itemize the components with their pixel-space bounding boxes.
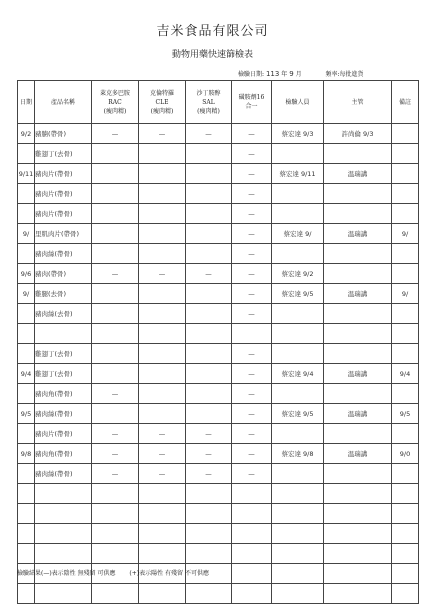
cell-cle: — bbox=[139, 464, 186, 484]
cell-rac bbox=[92, 164, 139, 184]
cell-date: 9/4 bbox=[18, 364, 35, 384]
cell-supervisor bbox=[324, 484, 392, 504]
cell-product: 豬肉絲(帶骨) bbox=[35, 244, 92, 264]
col-date: 日期 bbox=[18, 81, 35, 124]
cell-inspector: 蔡宏達 9/2 bbox=[272, 264, 324, 284]
cell-product bbox=[35, 584, 92, 604]
cell-date: 9/8 bbox=[18, 444, 35, 464]
cell-rac: — bbox=[92, 384, 139, 404]
cell-rac bbox=[92, 584, 139, 604]
company-name: 吉米食品有限公司 bbox=[156, 24, 269, 39]
cell-sal bbox=[186, 184, 232, 204]
cell-sal bbox=[186, 224, 232, 244]
cell-date: 9/5 bbox=[18, 404, 35, 424]
cell-date bbox=[18, 324, 35, 344]
year-unit: 年 bbox=[281, 71, 288, 78]
year-value: 113 bbox=[265, 70, 280, 78]
cell-product: 豬腩(帶骨) bbox=[35, 124, 92, 144]
cell-inspector bbox=[272, 344, 324, 364]
cell-inspector bbox=[272, 484, 324, 504]
cell-sal bbox=[186, 244, 232, 264]
cell-date: 9/11 bbox=[18, 164, 35, 184]
table-row bbox=[18, 304, 419, 324]
cell-remark: 9/4 bbox=[392, 364, 419, 384]
cell-inspector bbox=[272, 324, 324, 344]
cell-inspector bbox=[272, 464, 324, 484]
cell-cle bbox=[139, 544, 186, 564]
cell-sulfa: — bbox=[232, 164, 272, 184]
cell-inspector bbox=[272, 564, 324, 584]
cell-cle: — bbox=[139, 124, 186, 144]
cell-cle bbox=[139, 504, 186, 524]
cell-sulfa: — bbox=[232, 364, 272, 384]
table-row bbox=[18, 184, 419, 204]
cell-sulfa: — bbox=[232, 344, 272, 364]
table-row bbox=[18, 264, 419, 284]
cell-sal bbox=[186, 484, 232, 504]
cell-date bbox=[18, 144, 35, 164]
table-row bbox=[18, 144, 419, 164]
cell-sal: — bbox=[186, 464, 232, 484]
cell-date bbox=[18, 504, 35, 524]
cell-supervisor bbox=[324, 204, 392, 224]
cell-cle bbox=[139, 204, 186, 224]
cell-cle bbox=[139, 164, 186, 184]
cell-sal: — bbox=[186, 444, 232, 464]
cell-supervisor bbox=[324, 264, 392, 284]
cell-product bbox=[35, 504, 92, 524]
col-supervisor: 主管 bbox=[324, 81, 392, 124]
cell-rac bbox=[92, 544, 139, 564]
cell-cle bbox=[139, 144, 186, 164]
cell-cle bbox=[139, 364, 186, 384]
cell-inspector bbox=[272, 584, 324, 604]
cell-inspector: 蔡宏達 9/4 bbox=[272, 364, 324, 384]
cell-product: 豬肉絲(去骨) bbox=[35, 304, 92, 324]
cell-date bbox=[18, 484, 35, 504]
cell-remark bbox=[392, 144, 419, 164]
table-row bbox=[18, 584, 419, 604]
cell-sal bbox=[186, 164, 232, 184]
cell-rac: — bbox=[92, 264, 139, 284]
date-label: 檢驗日期: bbox=[238, 71, 265, 78]
cell-supervisor bbox=[324, 504, 392, 524]
legend-negative: 檢驗結果(—)表示陰性 無殘留 可供應 bbox=[17, 570, 116, 577]
cell-sulfa bbox=[232, 504, 272, 524]
cell-product: 豬肉角(帶骨) bbox=[35, 384, 92, 404]
cell-date bbox=[18, 204, 35, 224]
cell-supervisor bbox=[324, 344, 392, 364]
cell-cle: — bbox=[139, 264, 186, 284]
table-row bbox=[18, 224, 419, 244]
cell-sulfa: — bbox=[232, 444, 272, 464]
cell-rac: — bbox=[92, 424, 139, 444]
cell-rac bbox=[92, 364, 139, 384]
table-row bbox=[18, 324, 419, 344]
cell-cle bbox=[139, 524, 186, 544]
cell-inspector bbox=[272, 424, 324, 444]
cell-sulfa: — bbox=[232, 304, 272, 324]
cell-inspector: 蔡宏達 9/5 bbox=[272, 284, 324, 304]
cell-sal bbox=[186, 304, 232, 324]
cell-rac: — bbox=[92, 444, 139, 464]
cell-rac: — bbox=[92, 464, 139, 484]
cell-supervisor bbox=[324, 584, 392, 604]
cell-remark bbox=[392, 124, 419, 144]
cell-inspector: 蔡宏達 9/11 bbox=[272, 164, 324, 184]
cell-sulfa bbox=[232, 584, 272, 604]
cell-supervisor bbox=[324, 144, 392, 164]
legend-positive: (+)表示陽性 有殘留 不可供應 bbox=[129, 570, 209, 577]
cell-date bbox=[18, 584, 35, 604]
cell-supervisor: 温瑞講 bbox=[324, 164, 392, 184]
cell-sal bbox=[186, 364, 232, 384]
cell-supervisor bbox=[324, 184, 392, 204]
cell-inspector: 蔡宏達 9/3 bbox=[272, 124, 324, 144]
cell-product: 豬肉片(帶骨) bbox=[35, 164, 92, 184]
cell-cle bbox=[139, 284, 186, 304]
cell-date bbox=[18, 184, 35, 204]
cell-sulfa: — bbox=[232, 404, 272, 424]
cell-date bbox=[18, 464, 35, 484]
cell-cle bbox=[139, 184, 186, 204]
cell-sal: — bbox=[186, 264, 232, 284]
table-header-row bbox=[18, 81, 419, 124]
col-product: 產品名稱 bbox=[35, 81, 92, 124]
cell-sal bbox=[186, 504, 232, 524]
cell-rac bbox=[92, 404, 139, 424]
cell-inspector: 蔡宏達 9/5 bbox=[272, 404, 324, 424]
cell-product: 豬肉片(帶骨) bbox=[35, 424, 92, 444]
cell-sulfa: — bbox=[232, 424, 272, 444]
cell-date bbox=[18, 304, 35, 324]
cell-sal bbox=[186, 404, 232, 424]
cell-rac bbox=[92, 324, 139, 344]
cell-rac bbox=[92, 344, 139, 364]
cell-sulfa bbox=[232, 324, 272, 344]
cell-product: 里肌肉片(帶骨) bbox=[35, 224, 92, 244]
cell-product: 豬肉片(帶骨) bbox=[35, 184, 92, 204]
cell-sal: — bbox=[186, 124, 232, 144]
cell-inspector: 蔡宏達 9/ bbox=[272, 224, 324, 244]
table-row bbox=[18, 164, 419, 184]
cell-remark bbox=[392, 564, 419, 584]
cell-date bbox=[18, 384, 35, 404]
cell-rac bbox=[92, 504, 139, 524]
cell-sulfa: — bbox=[232, 144, 272, 164]
table-row bbox=[18, 484, 419, 504]
cell-sulfa: — bbox=[232, 184, 272, 204]
cell-product: 豬肉絲(帶骨) bbox=[35, 404, 92, 424]
cell-sulfa bbox=[232, 544, 272, 564]
table-row bbox=[18, 384, 419, 404]
cell-product bbox=[35, 524, 92, 544]
cell-inspector: 蔡宏達 9/8 bbox=[272, 444, 324, 464]
cell-sulfa bbox=[232, 484, 272, 504]
cell-cle: — bbox=[139, 424, 186, 444]
cell-sal bbox=[186, 544, 232, 564]
table-row bbox=[18, 244, 419, 264]
cell-product bbox=[35, 544, 92, 564]
col-sal: 沙丁胺醇 SAL (瘦肉精) bbox=[186, 81, 232, 124]
cell-sulfa: — bbox=[232, 264, 272, 284]
cell-cle bbox=[139, 304, 186, 324]
cell-inspector bbox=[272, 504, 324, 524]
cell-rac bbox=[92, 484, 139, 504]
cell-remark bbox=[392, 184, 419, 204]
cell-product: 雞翅丁(去骨) bbox=[35, 344, 92, 364]
cell-product: 豬肉(帶骨) bbox=[35, 264, 92, 284]
cell-sal: — bbox=[186, 424, 232, 444]
cell-sulfa: — bbox=[232, 224, 272, 244]
table-row bbox=[18, 364, 419, 384]
cell-remark bbox=[392, 244, 419, 264]
cell-inspector bbox=[272, 204, 324, 224]
cell-date bbox=[18, 544, 35, 564]
table-row bbox=[18, 544, 419, 564]
cell-cle bbox=[139, 384, 186, 404]
cell-inspector bbox=[272, 524, 324, 544]
legend-footer bbox=[17, 568, 209, 577]
cell-cle bbox=[139, 224, 186, 244]
screening-table bbox=[17, 80, 419, 604]
cell-supervisor bbox=[324, 524, 392, 544]
cell-inspector bbox=[272, 384, 324, 404]
cell-date: 9/ bbox=[18, 284, 35, 304]
cell-sal bbox=[186, 324, 232, 344]
cell-rac bbox=[92, 524, 139, 544]
cell-date: 9/ bbox=[18, 224, 35, 244]
cell-remark bbox=[392, 484, 419, 504]
cell-inspector bbox=[272, 544, 324, 564]
form-title: 動物用藥快速篩檢表 bbox=[171, 50, 253, 60]
table-row bbox=[18, 444, 419, 464]
cell-supervisor: 許尚倫 9/3 bbox=[324, 124, 392, 144]
cell-supervisor bbox=[324, 564, 392, 584]
cell-product bbox=[35, 484, 92, 504]
cell-remark: 9/5 bbox=[392, 404, 419, 424]
cell-sal bbox=[186, 584, 232, 604]
month-value: 9 bbox=[289, 70, 294, 78]
table-row bbox=[18, 404, 419, 424]
cell-sulfa: — bbox=[232, 284, 272, 304]
cell-supervisor: 温瑞講 bbox=[324, 224, 392, 244]
col-cle: 克倫特羅 CLE (瘦肉精) bbox=[139, 81, 186, 124]
table-row bbox=[18, 284, 419, 304]
cell-supervisor: 温瑞講 bbox=[324, 284, 392, 304]
cell-sulfa bbox=[232, 524, 272, 544]
col-sulfa: 磺胺劑16 合一 bbox=[232, 81, 272, 124]
cell-remark bbox=[392, 344, 419, 364]
cell-product: 豬肉片(帶骨) bbox=[35, 204, 92, 224]
table-row bbox=[18, 124, 419, 144]
cell-sulfa: — bbox=[232, 244, 272, 264]
cell-inspector bbox=[272, 144, 324, 164]
cell-supervisor: 温瑞講 bbox=[324, 404, 392, 424]
cell-product: 雞翅丁(去骨) bbox=[35, 364, 92, 384]
cell-supervisor bbox=[324, 384, 392, 404]
frequency-label: 頻率:每批進貨 bbox=[325, 71, 364, 78]
cell-remark bbox=[392, 204, 419, 224]
month-unit: 月 bbox=[295, 71, 302, 78]
cell-cle bbox=[139, 484, 186, 504]
cell-sulfa bbox=[232, 564, 272, 584]
cell-supervisor bbox=[324, 324, 392, 344]
cell-remark: 9/0 bbox=[392, 444, 419, 464]
cell-supervisor bbox=[324, 244, 392, 264]
cell-inspector bbox=[272, 244, 324, 264]
cell-remark bbox=[392, 424, 419, 444]
col-rac: 萊克多巴胺 RAC (瘦肉精) bbox=[92, 81, 139, 124]
cell-sal bbox=[186, 144, 232, 164]
cell-rac bbox=[92, 204, 139, 224]
cell-product bbox=[35, 324, 92, 344]
table-row bbox=[18, 344, 419, 364]
cell-sal bbox=[186, 384, 232, 404]
cell-supervisor: 温瑞講 bbox=[324, 444, 392, 464]
cell-date: 9/2 bbox=[18, 124, 35, 144]
cell-date bbox=[18, 244, 35, 264]
cell-sal bbox=[186, 204, 232, 224]
cell-supervisor: 温瑞講 bbox=[324, 364, 392, 384]
table-row bbox=[18, 204, 419, 224]
cell-date bbox=[18, 524, 35, 544]
cell-sulfa: — bbox=[232, 204, 272, 224]
cell-rac bbox=[92, 284, 139, 304]
cell-remark: 9/ bbox=[392, 224, 419, 244]
col-remarks: 備註 bbox=[392, 81, 419, 124]
cell-supervisor bbox=[324, 304, 392, 324]
cell-remark bbox=[392, 584, 419, 604]
cell-rac bbox=[92, 244, 139, 264]
cell-cle bbox=[139, 244, 186, 264]
cell-cle bbox=[139, 404, 186, 424]
cell-cle bbox=[139, 324, 186, 344]
cell-remark bbox=[392, 384, 419, 404]
table-row bbox=[18, 504, 419, 524]
cell-supervisor bbox=[324, 544, 392, 564]
cell-sulfa: — bbox=[232, 384, 272, 404]
cell-date bbox=[18, 424, 35, 444]
cell-cle bbox=[139, 584, 186, 604]
cell-remark bbox=[392, 164, 419, 184]
cell-product: 豬肉絲(帶骨) bbox=[35, 464, 92, 484]
cell-sulfa: — bbox=[232, 124, 272, 144]
cell-product: 豬肉角(帶骨) bbox=[35, 444, 92, 464]
cell-inspector bbox=[272, 304, 324, 324]
cell-supervisor bbox=[324, 424, 392, 444]
cell-cle: — bbox=[139, 444, 186, 464]
cell-sal bbox=[186, 524, 232, 544]
cell-supervisor bbox=[324, 464, 392, 484]
cell-date bbox=[18, 344, 35, 364]
cell-remark: 9/ bbox=[392, 284, 419, 304]
cell-sal bbox=[186, 284, 232, 304]
cell-rac bbox=[92, 224, 139, 244]
cell-rac: — bbox=[92, 124, 139, 144]
cell-date: 9/6 bbox=[18, 264, 35, 284]
cell-product: 雞腿(去骨) bbox=[35, 284, 92, 304]
table-row bbox=[18, 464, 419, 484]
cell-rac bbox=[92, 304, 139, 324]
cell-inspector bbox=[272, 184, 324, 204]
cell-remark bbox=[392, 264, 419, 284]
cell-remark bbox=[392, 504, 419, 524]
cell-sulfa: — bbox=[232, 464, 272, 484]
cell-remark bbox=[392, 464, 419, 484]
cell-product: 雞翅丁(去骨) bbox=[35, 144, 92, 164]
cell-remark bbox=[392, 544, 419, 564]
table-row bbox=[18, 424, 419, 444]
table-row bbox=[18, 524, 419, 544]
cell-remark bbox=[392, 324, 419, 344]
cell-rac bbox=[92, 184, 139, 204]
cell-remark bbox=[392, 524, 419, 544]
col-inspector: 檢驗人員 bbox=[272, 81, 324, 124]
cell-rac bbox=[92, 144, 139, 164]
cell-cle bbox=[139, 344, 186, 364]
cell-sal bbox=[186, 344, 232, 364]
inspection-date-line bbox=[238, 69, 364, 78]
cell-remark bbox=[392, 304, 419, 324]
